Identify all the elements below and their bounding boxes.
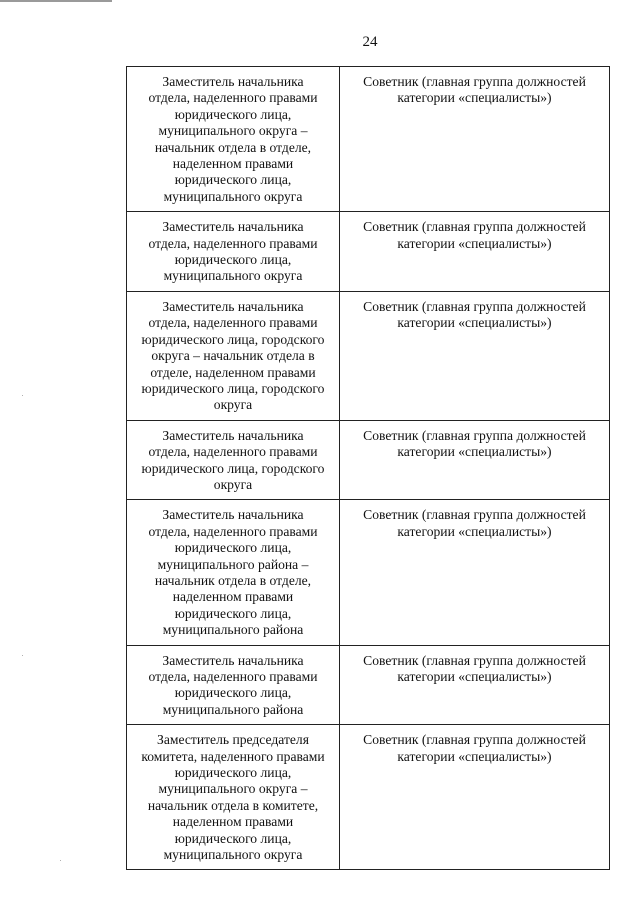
position-category-cell: Советник (главная группа должностей категории «специалисты») bbox=[340, 725, 610, 870]
page-number: 24 bbox=[362, 34, 378, 50]
table-row bbox=[127, 67, 610, 212]
scan-speck bbox=[60, 860, 61, 861]
position-title-cell: Заместитель председателя комитета, наделенного правами юридического лица, муниципального округа – начальник отдела в комитете, наделенном правами юридического лица, муниципального округа bbox=[127, 725, 340, 870]
scan-speck bbox=[22, 395, 23, 396]
position-category-cell: Советник (главная группа должностей категории «специалисты») bbox=[340, 67, 610, 212]
position-title-cell: Заместитель начальника отдела, наделенного правами юридического лица, муниципального округа bbox=[127, 212, 340, 292]
position-category-cell: Советник (главная группа должностей категории «специалисты») bbox=[340, 500, 610, 645]
position-title-cell: Заместитель начальника отдела, наделенного правами юридического лица, городского округа – начальник отдела в отделе, наделенном правами юридического лица, городского округа bbox=[127, 291, 340, 420]
position-title-cell: Заместитель начальника отдела, наделенного правами юридического лица, муниципального округа – начальник отдела в отделе, наделенном правами юридического лица, муниципального округа bbox=[127, 67, 340, 212]
position-category-cell: Советник (главная группа должностей категории «специалисты») bbox=[340, 212, 610, 292]
position-category-cell: Советник (главная группа должностей категории «специалисты») bbox=[340, 645, 610, 725]
table-row bbox=[127, 420, 610, 500]
position-title-cell: Заместитель начальника отдела, наделенного правами юридического лица, муниципального района – начальник отдела в отделе, наделенном правами юридического лица, муниципального района bbox=[127, 500, 340, 645]
table-row bbox=[127, 500, 610, 645]
position-category-cell: Советник (главная группа должностей категории «специалисты») bbox=[340, 420, 610, 500]
position-title-cell: Заместитель начальника отдела, наделенного правами юридического лица, городского округа bbox=[127, 420, 340, 500]
table-row bbox=[127, 645, 610, 725]
scan-speck bbox=[22, 655, 23, 656]
position-title-cell: Заместитель начальника отдела, наделенного правами юридического лица, муниципального района bbox=[127, 645, 340, 725]
positions-table bbox=[126, 66, 610, 870]
scan-edge-mark bbox=[0, 0, 112, 2]
position-category-cell: Советник (главная группа должностей категории «специалисты») bbox=[340, 291, 610, 420]
table-row bbox=[127, 212, 610, 292]
table-row bbox=[127, 725, 610, 870]
table-row bbox=[127, 291, 610, 420]
